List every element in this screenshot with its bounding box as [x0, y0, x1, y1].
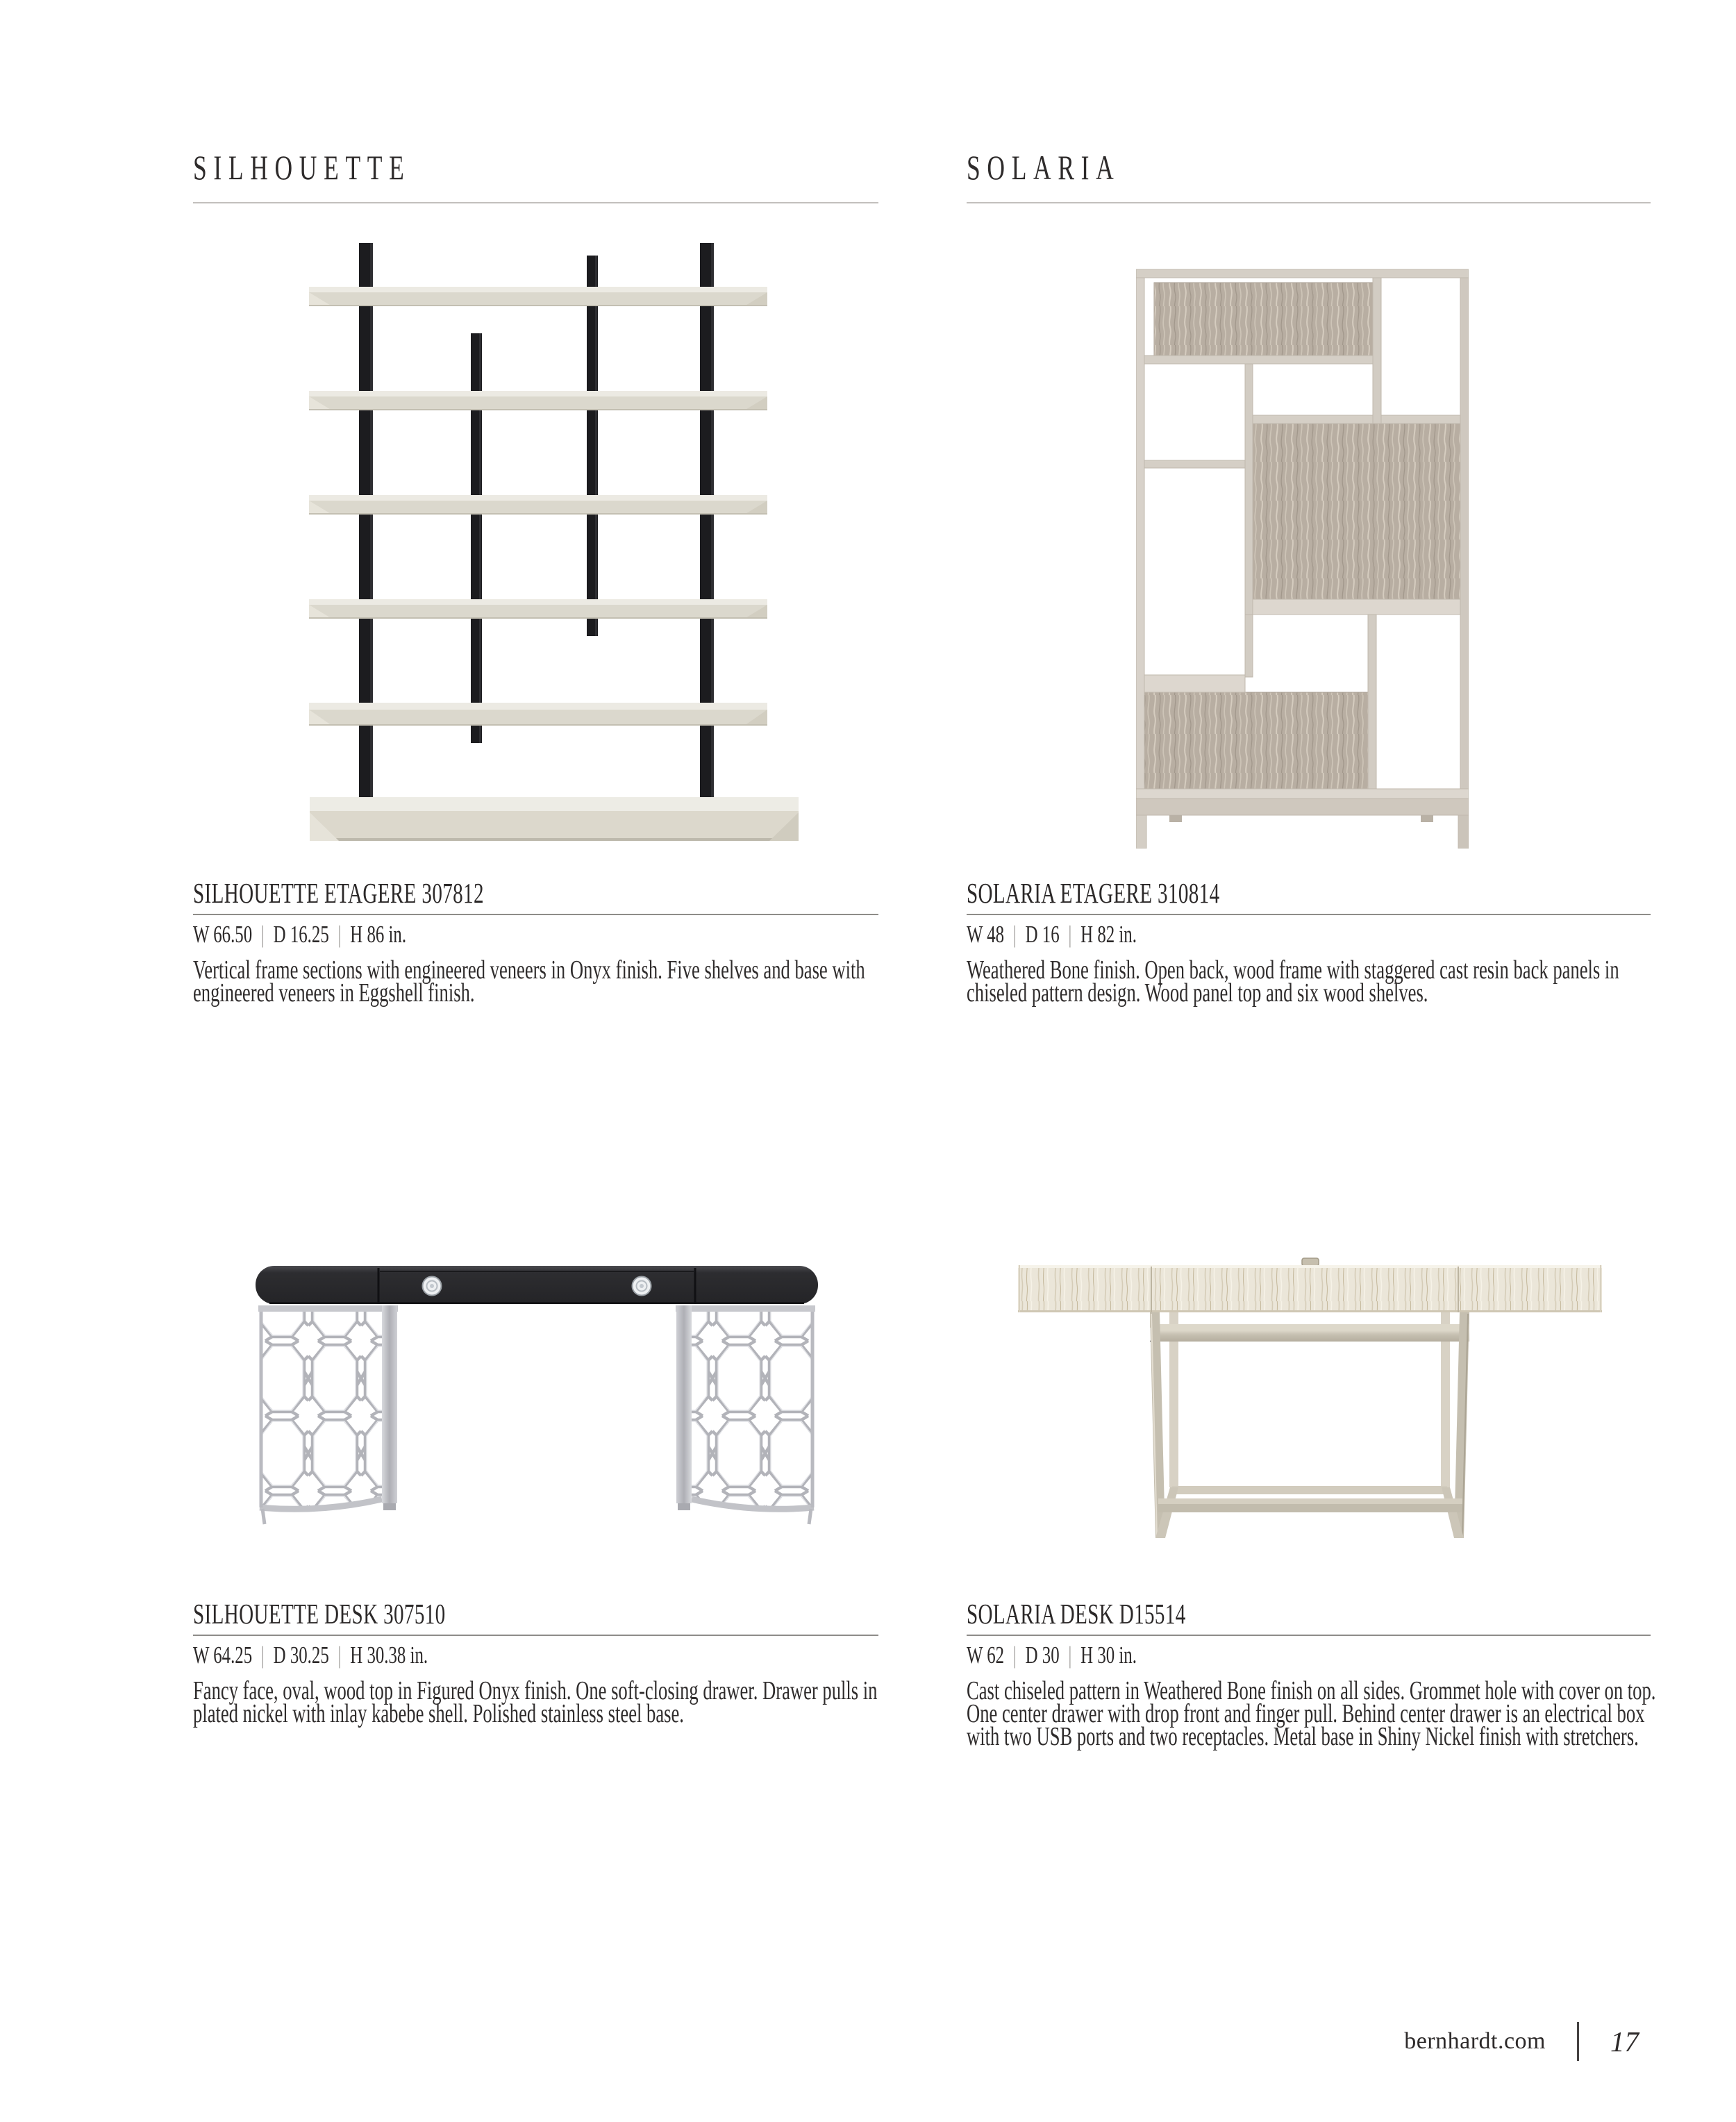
solaria-desk-image [1018, 1257, 1602, 1545]
product-description: Vertical frame sections with engineered veneers in Onyx finish. Five shelves and base with engineered veneers in Eggshell finish. [193, 955, 865, 1008]
collection-title-text: SOLARIA [967, 148, 1121, 187]
header-rule [967, 202, 1651, 203]
product-rule [967, 914, 1651, 915]
dims-separator: | [1012, 1641, 1017, 1669]
collection-header-solaria [967, 147, 1651, 187]
collection-title [967, 147, 1651, 187]
footer-divider [1577, 2022, 1579, 2061]
dims-separator: | [1068, 921, 1072, 948]
product-block-solaria-etagere [967, 876, 1651, 1008]
product-rule [193, 1635, 878, 1636]
product-description: Fancy face, oval, wood top in Figured Onyx finish. One soft-closing drawer. Drawer pulls in plated nickel with inlay kabebe shell. Polished stainless steel base. [193, 1676, 878, 1728]
grommet [1302, 1258, 1319, 1266]
product-name: SILHOUETTE DESK 307510 [193, 1598, 446, 1630]
collection-title-text: SILHOUETTE [193, 148, 411, 187]
product-block-solaria-desk [967, 1597, 1656, 1751]
silhouette-desk-image [256, 1266, 818, 1528]
shelves [309, 287, 767, 726]
dims-separator: | [337, 921, 342, 948]
product-description: Weathered Bone finish. Open back, wood frame with staggered cast resin back panels in chiseled pattern design. Wood panel top and six wood shelves. [967, 955, 1619, 1008]
dims-separator: | [337, 1641, 342, 1669]
product-dimensions: W 62 | D 30 | H 30 in. [967, 1641, 1137, 1669]
product-rule [193, 914, 878, 915]
product-name: SOLARIA DESK D15514 [967, 1598, 1186, 1630]
product-dimensions: W 64.25 | D 30.25 | H 30.38 in. [193, 1641, 428, 1669]
collection-title [193, 147, 878, 187]
product-dimensions: W 48 | D 16 | H 82 in. [967, 921, 1137, 948]
dims-separator: | [1012, 921, 1017, 948]
left-pedestal [258, 1305, 398, 1524]
product-rule [967, 1635, 1651, 1636]
dims-separator: | [260, 1641, 265, 1669]
product-block-silhouette-desk [193, 1597, 878, 1728]
product-name: SOLARIA ETAGERE 310814 [967, 877, 1220, 909]
product-block-silhouette-etagere [193, 876, 878, 1008]
dims-separator: | [260, 921, 265, 948]
website-link[interactable]: bernhardt.com [1404, 2028, 1546, 2054]
silhouette-etagere-image [304, 243, 800, 842]
product-dimensions: W 66.50 | D 16.25 | H 86 in. [193, 921, 407, 948]
etagere-base [310, 797, 799, 841]
right-pedestal [676, 1305, 815, 1524]
product-description: Cast chiseled pattern in Weathered Bone finish on all sides. Grommet hole with cover on top. One center drawer with drop front and finger pull. Behind center drawer is an electrical box with two USB ports and two receptacles. Metal base in Shiny Nickel finish with stretchers. [967, 1676, 1656, 1751]
solaria-etagere-image [1136, 267, 1469, 849]
product-name: SILHOUETTE ETAGERE 307812 [193, 877, 484, 909]
dims-separator: | [1068, 1641, 1072, 1669]
page-footer [1404, 2022, 1639, 2061]
header-rule [193, 202, 878, 203]
page-number: 17 [1610, 2025, 1639, 2057]
collection-header-silhouette [193, 147, 878, 187]
desk-top [1018, 1265, 1602, 1312]
